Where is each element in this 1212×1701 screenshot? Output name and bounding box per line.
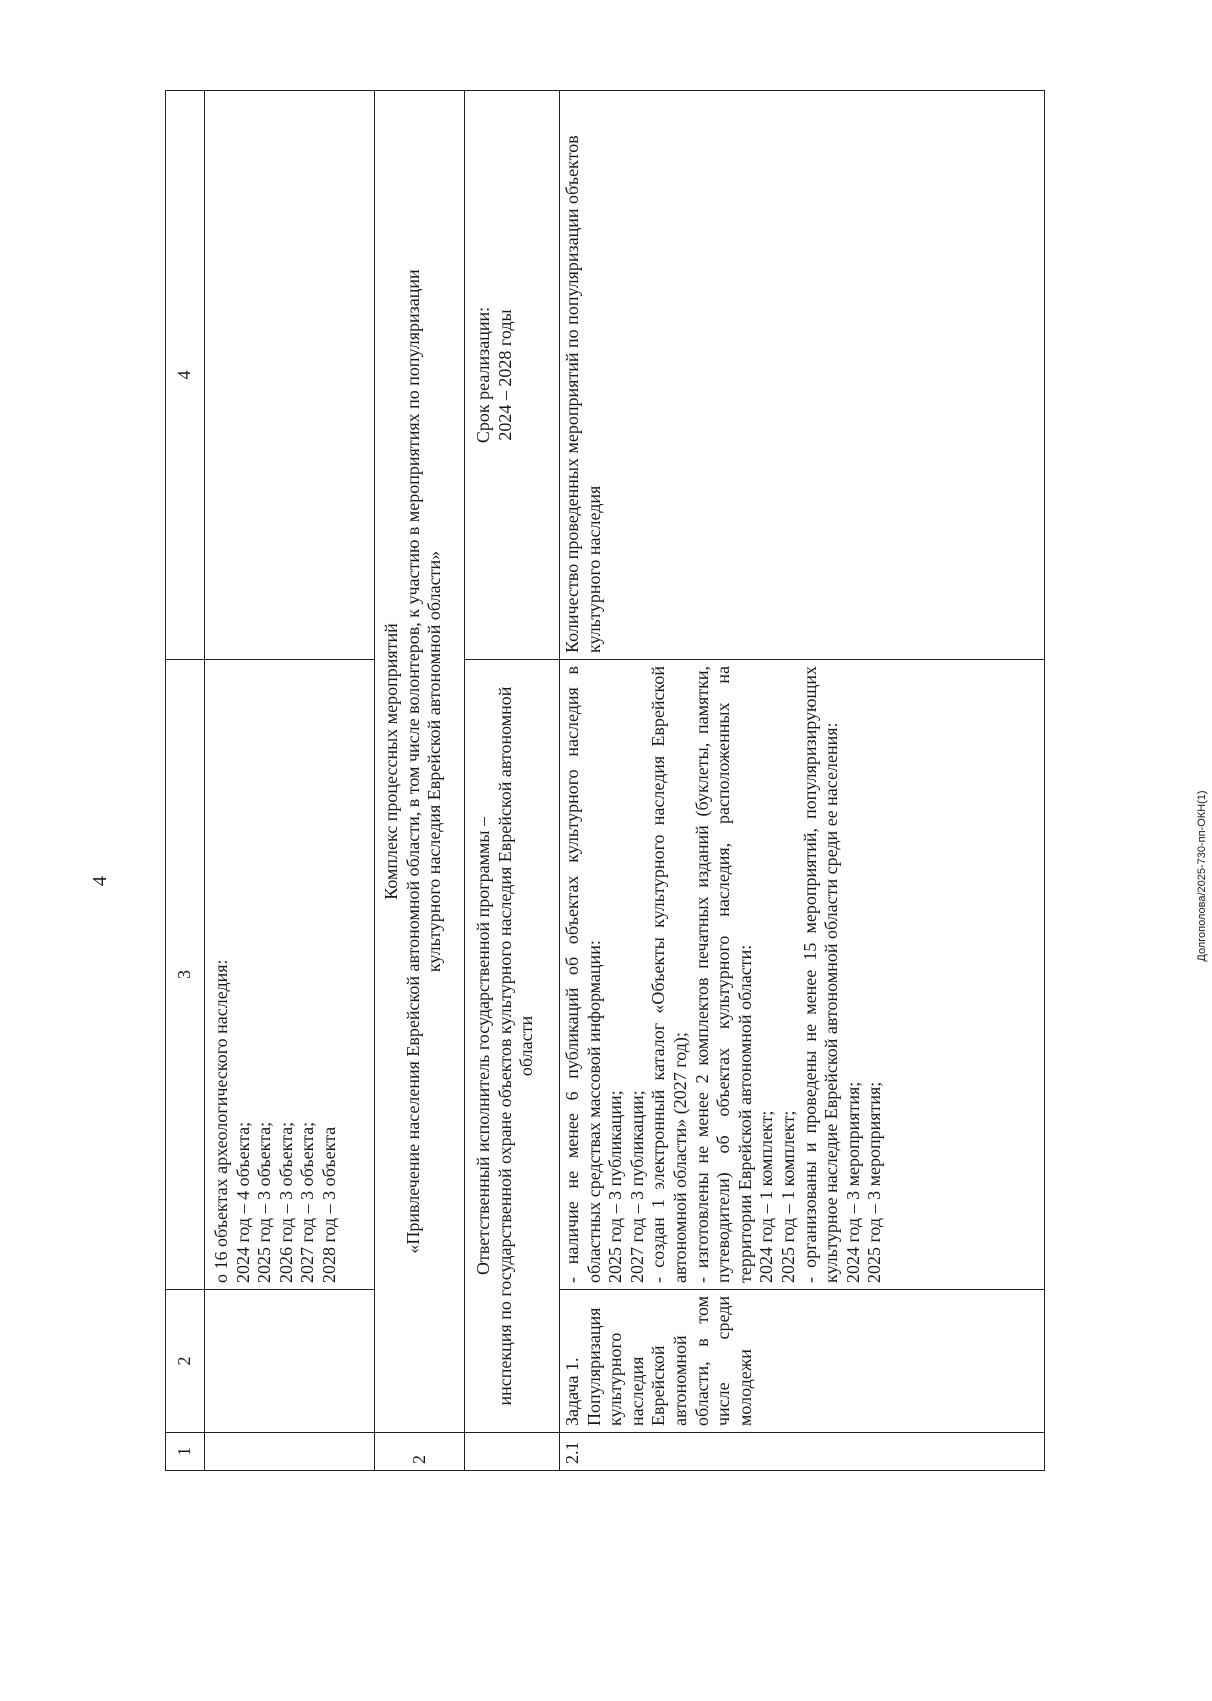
section-number: 2: [375, 1433, 465, 1471]
list-item: 2027 год – 3 объекта;: [297, 1121, 318, 1283]
result-item: - наличие не менее 6 публикаций об объектах культурного наследия в областных средствах массовой информации:: [562, 666, 604, 1283]
responsible-executor: [465, 660, 560, 1433]
table-row-responsible: [465, 91, 560, 1471]
result-item: - организованы и проведены не менее 15 мероприятий, популяризирующих культурное наследие Еврейской автономной области среди ее населения:: [799, 666, 842, 1283]
table-row-section-2: [375, 91, 465, 1471]
header-col-1: 1: [166, 1433, 205, 1471]
list-item: 2025 год – 3 объекта;: [254, 1121, 275, 1283]
result-item: 2025 год – 3 публикации;: [605, 1090, 626, 1283]
result-item: 2025 год – 3 мероприятия;: [864, 1081, 885, 1283]
list-item: о 16 объектах археологического наследия:: [211, 959, 231, 1283]
table-header-row: [166, 91, 205, 1471]
section-title-line: «Привлечение населения Еврейской автономной области, в том числе волонтеров, к участию в мероприятиях по популяризации: [402, 269, 423, 1254]
header-col-3: 3: [166, 660, 205, 1290]
task-text: Популяризация культурного наследия Еврейской автономной области, в том числе среди молодежи: [583, 1296, 755, 1426]
table-row-2-1: [560, 91, 1045, 1471]
result-item: 2024 год – 1 комплект;: [756, 1110, 777, 1283]
cell-empty: [205, 91, 375, 660]
cell-empty: [205, 1433, 375, 1471]
indicator-cell: Количество проведенных мероприятий по популяризации объектов культурного наследия: [560, 91, 1045, 660]
responsible-line: Ответственный исполнитель государственной программы –: [473, 816, 493, 1276]
term-line: Срок реализации:: [473, 306, 493, 444]
header-col-4: 4: [166, 91, 205, 660]
section-title-line: культурного наследия Еврейской автономной области»: [424, 550, 445, 973]
section-title: [375, 91, 465, 1433]
cell-empty: [205, 1290, 375, 1433]
cell-archaeology-list: [205, 660, 375, 1290]
main-table-wrapper: [165, 90, 1045, 1471]
results-cell: [560, 660, 1045, 1290]
result-item: 2025 год – 1 комплект;: [777, 1110, 798, 1283]
responsible-line: области: [516, 1015, 537, 1077]
term-line: 2024 – 2028 годы: [494, 309, 515, 441]
result-item: 2024 год – 3 мероприятия;: [842, 1081, 863, 1283]
task-cell: [560, 1290, 1045, 1433]
list-item: 2026 год – 3 объекта;: [275, 1121, 296, 1283]
row-number: 2.1: [560, 1433, 1045, 1471]
table-row-continuation: [205, 91, 375, 1471]
result-item: - изготовлены не менее 2 комплектов печатных изданий (буклеты, памятки, путеводители) об объектах культурного наследия, расположенных на территории Еврейской автономной области:: [691, 666, 755, 1283]
list-item: 2028 год – 3 объекта: [318, 1126, 339, 1283]
document-code: Долгополова/2025-730-пп-ОКН(1): [1196, 790, 1208, 962]
cell-empty: [465, 1433, 560, 1471]
responsible-line: инспекция по государственной охране объектов культурного наследия Еврейской автономной: [494, 686, 515, 1406]
section-title-line: Комплекс процессных мероприятий: [381, 623, 401, 900]
task-title: Задача 1.: [562, 1357, 582, 1426]
list-item: 2024 год – 4 объекта;: [232, 1121, 253, 1283]
implementation-term: [465, 91, 560, 660]
header-col-2: 2: [166, 1290, 205, 1433]
page-number: 4: [89, 876, 111, 886]
result-item: - создан 1 электронный каталог «Объекты культурного наследия Еврейской автономной области» (2027 год);: [648, 666, 690, 1283]
result-item: 2027 год – 3 публикации;: [626, 1090, 647, 1283]
activities-table: [165, 90, 1045, 1471]
